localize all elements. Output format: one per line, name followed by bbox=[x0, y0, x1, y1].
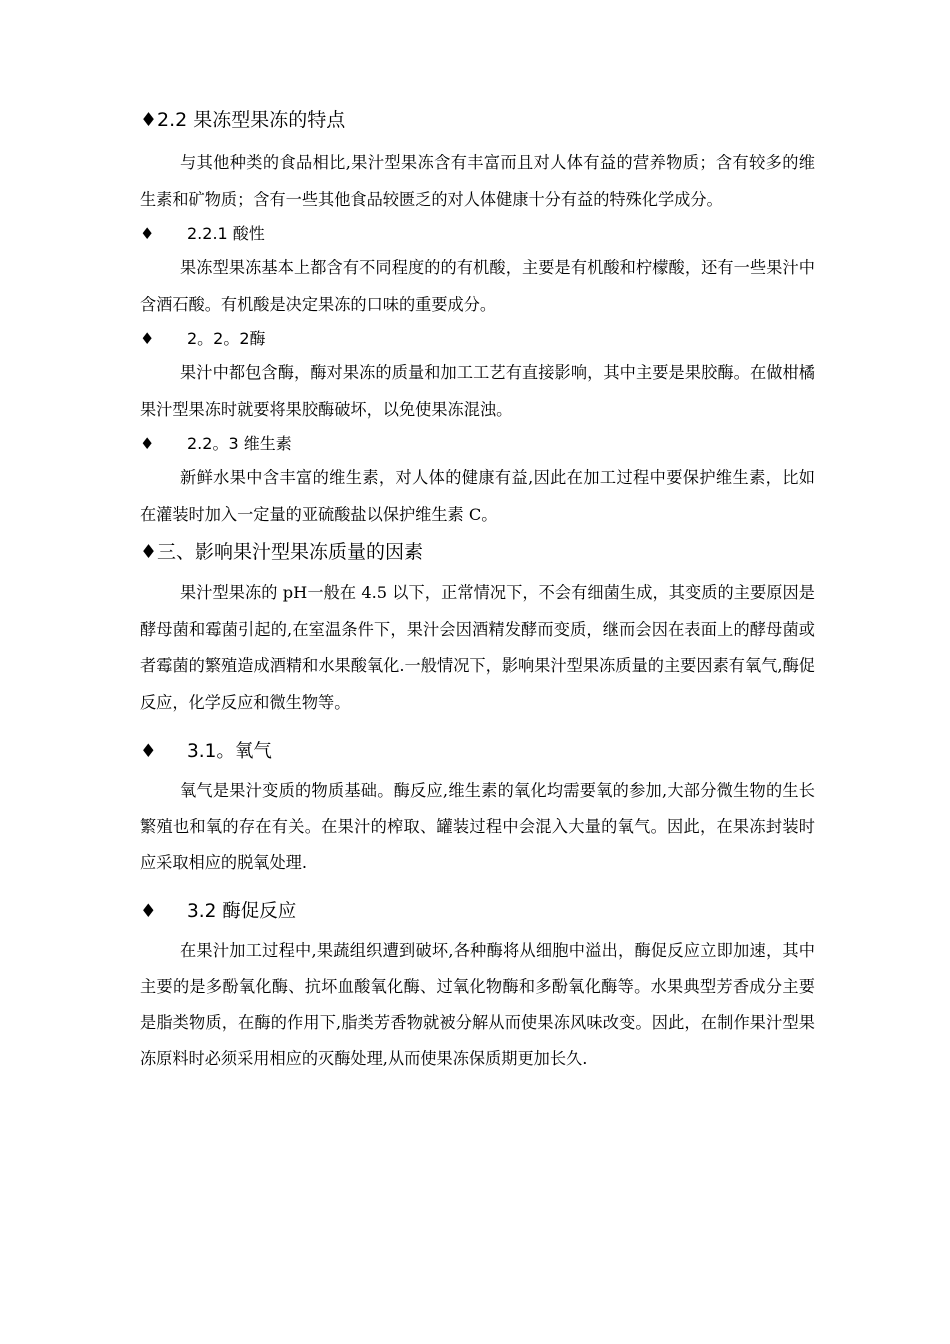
section-heading-3: ♦三、影响果汁型果冻质量的因素 bbox=[140, 541, 424, 563]
subsection-body-3-1: 氧气是果汁变质的物质基础。酶反应,维生素的氧化均需要氧的参加,大部分微生物的生长繁殖也和氧的存在有关。在果汁的榨取、罐装过程中会混入大量的氧气。因此，在果冻封装时应采取相应的脱氧处理. bbox=[140, 781, 815, 872]
section-heading-2-2: ♦2.2 果冻型果冻的特点 bbox=[140, 109, 346, 131]
subsection-heading-2-2-3 bbox=[140, 430, 815, 458]
subsection-heading-3-2 bbox=[140, 895, 815, 929]
subsection-body-2-2-3: 新鲜水果中含丰富的维生素，对人体的健康有益,因此在加工过程中要保护维生素，比如在灌装时加入一定量的亚硫酸盐以保护维生素 C。 bbox=[140, 468, 815, 524]
subsection-title-2-2-3: 2.2。3 维生素 bbox=[187, 434, 292, 453]
diamond-bullet-icon: ♦ bbox=[140, 329, 155, 348]
subsection-body-2-2-1: 果冻型果冻基本上都含有不同程度的的有机酸，主要是有机酸和柠檬酸，还有一些果汁中含酒石酸。有机酸是决定果冻的口味的重要成分。 bbox=[140, 258, 815, 314]
subsection-heading-2-2-2 bbox=[140, 325, 815, 353]
subsection-heading-2-2-1 bbox=[140, 220, 815, 248]
diamond-bullet-icon: ♦ bbox=[140, 434, 155, 453]
subsection-title-3-2: 3.2 酶促反应 bbox=[187, 901, 297, 922]
subsection-title-2-2-1: 2.2.1 酸性 bbox=[187, 224, 265, 243]
diamond-bullet-icon: ♦ bbox=[140, 901, 157, 922]
diamond-bullet-icon: ♦ bbox=[140, 224, 155, 243]
subsection-heading-3-1 bbox=[140, 735, 815, 769]
subsection-body-3-2: 在果汁加工过程中,果蔬组织遭到破坏,各种酶将从细胞中溢出，酶促反应立即加速，其中主要的是多酚氧化酶、抗坏血酸氧化酶、过氧化物酶和多酚氧化酶等。水果典型芳香成分主要是脂类物质，在酶的作用下,脂类芳香物就被分解从而使果冻风味改变。因此，在制作果汁型果冻原料时必须采用相应的灭酶处理,从而使果冻保质期更加长久. bbox=[140, 941, 815, 1068]
section-body-2-2: 与其他种类的食品相比,果汁型果冻含有丰富而且对人体有益的营养物质；含有较多的维生素和矿物质；含有一些其他食品较匮乏的对人体健康十分有益的特殊化学成分。 bbox=[140, 153, 815, 209]
document-content bbox=[140, 105, 815, 1077]
subsection-body-2-2-2: 果汁中都包含酶，酶对果冻的质量和加工工艺有直接影响，其中主要是果胶酶。在做柑橘果汁型果冻时就要将果胶酶破坏，以免使果冻混浊。 bbox=[140, 363, 815, 419]
subsection-title-3-1: 3.1。氧气 bbox=[187, 741, 272, 762]
diamond-bullet-icon: ♦ bbox=[140, 741, 157, 762]
subsection-title-2-2-2: 2。2。2酶 bbox=[187, 329, 266, 348]
section-body-3: 果汁型果冻的 pH一般在 4.5 以下，正常情况下，不会有细菌生成，其变质的主要原因是酵母菌和霉菌引起的,在室温条件下，果汁会因酒精发酵而变质，继而会因在表面上的酵母菌或者霉菌的繁殖造成酒精和水果酸氧化.一般情况下，影响果汁型果冻质量的主要因素有氧气,酶促反应，化学反应和微生物等。 bbox=[140, 583, 815, 712]
